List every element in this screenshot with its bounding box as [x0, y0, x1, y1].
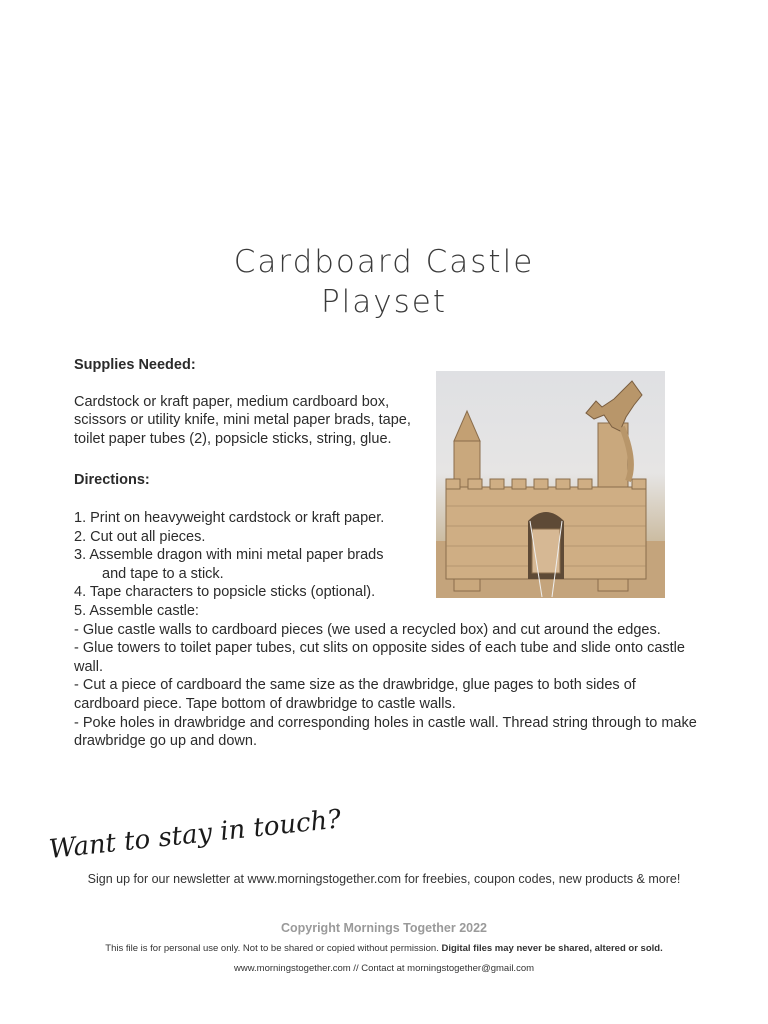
note-item: - Glue towers to toilet paper tubes, cut slits on opposite sides of each tube and slide onto castle wall.	[74, 640, 685, 675]
newsletter-text: Sign up for our newsletter at www.morningstogether.com for freebies, coupon codes, new products & more!	[87, 872, 681, 886]
page-title	[0, 242, 768, 322]
supplies-heading: Supplies Needed:	[74, 357, 196, 373]
step-item: 4. Tape characters to popsicle sticks (optional).	[74, 584, 376, 601]
step-item: and tape to a stick.	[102, 565, 224, 582]
step-item: 5. Assemble castle:	[74, 602, 199, 619]
note-item: - Glue castle walls to cardboard pieces (we used a recycled box) and cut around the edges.	[74, 621, 661, 638]
note-item: - Poke holes in drawbridge and corresponding holes in castle wall. Thread string through to make drawbridge go up and down.	[74, 714, 697, 750]
supplies-text: Cardstock or kraft paper, medium cardboard box, scissors or utility knife, mini metal paper brads, tape, toilet paper tubes (2), popsicle sticks, string, glue.	[74, 393, 411, 447]
directions-heading: Directions:	[74, 472, 150, 489]
usage-notice	[0, 943, 768, 954]
copyright-text: Copyright Mornings Together 2022	[280, 921, 488, 935]
step-item: 3. Assemble dragon with mini metal paper brads	[74, 547, 384, 564]
note-item: - Cut a piece of cardboard the same size as the drawbridge, glue pages to both sides of cardboard piece. Tape bottom of drawbridge to castle walls.	[74, 677, 636, 712]
usage-bold: Digital files may never be shared, altered or sold.	[441, 943, 663, 954]
signature-graphic	[47, 802, 343, 874]
title-line-1: Cardboard Castle	[233, 244, 535, 280]
signature-caption: Want to stay in touch?	[47, 804, 343, 865]
step-item: 2. Cut out all pieces.	[74, 528, 206, 545]
signature-text	[47, 802, 343, 874]
step-item: 1. Print on heavyweight cardstock or kraft paper.	[74, 509, 385, 526]
contact-text: www.morningstogether.com // Contact at morningstogether@gmail.com	[233, 963, 535, 974]
castle-illustration	[436, 371, 665, 598]
usage-plain: This file is for personal use only. Not to be shared or copied without permission.	[105, 943, 442, 954]
castle-photo	[436, 371, 665, 598]
title-line-2: Playset	[320, 284, 448, 320]
assembly-notes	[74, 621, 698, 751]
